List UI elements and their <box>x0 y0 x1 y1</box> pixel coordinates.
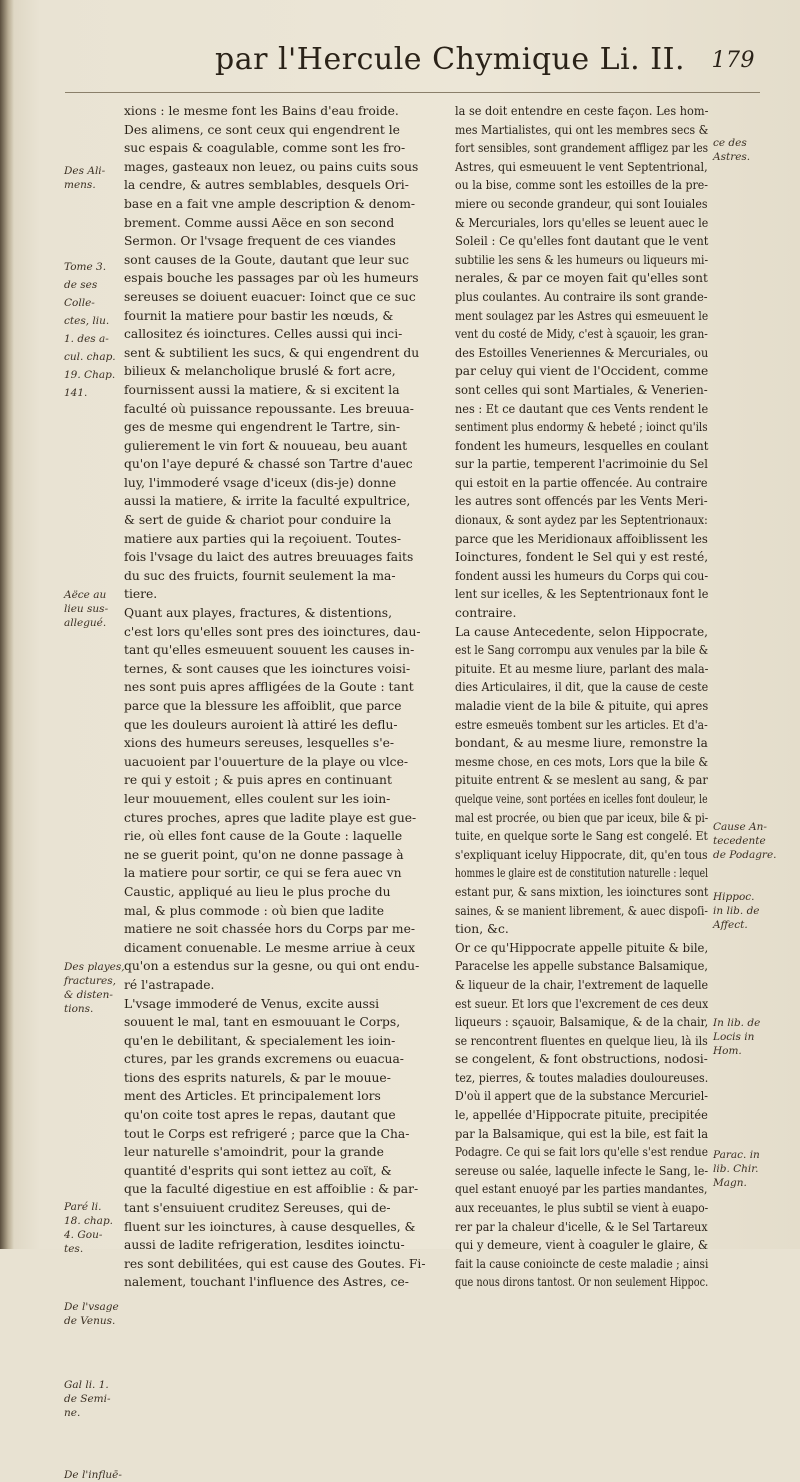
text-line: des Estoilles Veneriennes & Mercuriales, ou <box>455 345 709 360</box>
margin-note: lieu sus- <box>64 603 109 615</box>
text-line: tout le Corps est refrigeré ; parce que la Cha- <box>124 1126 410 1141</box>
margin-note: Parac. in <box>713 1149 760 1161</box>
text-line: quel estant enuoyé par les parties mandantes, <box>455 1182 708 1197</box>
text-line: Sermon. Or l'vsage frequent de ces viandes <box>124 234 396 249</box>
text-line: aussi la matiere, & irrite la faculté expultrice, <box>124 494 411 509</box>
text-line: hommes le glaire est de constitution naturelle : lequel <box>455 866 709 881</box>
text-line: & sert de guide & chariot pour conduire la <box>124 513 392 528</box>
text-line: se rencontrent fluentes en quelque lieu, là ils <box>455 1033 708 1048</box>
margin-note: mens. <box>64 179 96 191</box>
text-line: est sueur. Et lors que l'excrement de ces deux <box>455 996 709 1011</box>
text-line: saines, & se manient librement, & auec dispoſi- <box>455 903 708 918</box>
margin-note: & disten- <box>64 989 113 1001</box>
text-line: Soleil : Ce qu'elles font dautant que le vent <box>455 234 709 249</box>
text-line: Astres, qui esmeuuent le vent Septentrional, <box>455 159 708 174</box>
text-line: ment des Articles. Et principalement lors <box>124 1089 381 1104</box>
text-line: sont celles qui sont Martiales, & Venerien- <box>455 382 708 397</box>
margin-note: Magn. <box>713 1177 747 1189</box>
margin-note: de Venus. <box>64 1315 116 1327</box>
text-line: tions des esprits naturels, & par le mouue- <box>124 1070 391 1085</box>
text-line: rer par la chaleur d'icelle, & le Sel Tartareux <box>455 1219 708 1234</box>
text-line: dies Articulaires, il dit, que la cause de ceste <box>455 680 709 695</box>
text-line: tez, pierres, & toutes maladies douloureuses. <box>455 1070 709 1085</box>
margin-note: Astres. <box>713 151 751 163</box>
main-text-left-column <box>124 102 450 1292</box>
text-line: leur naturelle s'amoindrit, pour la grande <box>124 1145 384 1160</box>
text-line: mesme chose, en ces mots, Lors que la bile & <box>455 754 709 769</box>
page-number: 179 <box>711 48 755 73</box>
text-line: res sont debilitées, qui est cause des Goutes. Fi- <box>124 1256 426 1271</box>
text-line: le, appellée d'Hippocrate pituite, precipitée <box>455 1108 708 1123</box>
text-line: qu'on coite tost apres le repas, dautant que <box>124 1108 396 1123</box>
text-line: mes Martialistes, qui ont les membres secs & <box>455 122 709 137</box>
text-line: nalement, touchant l'influence des Astres, ce- <box>124 1275 409 1290</box>
margin-note: Hom. <box>713 1045 742 1057</box>
text-line: est le Sang corrompu aux venules par la bile & <box>455 643 709 658</box>
margin-note: 18. chap. <box>64 1215 113 1227</box>
text-line: se congelent, & font obstructions, nodosi- <box>455 1052 708 1067</box>
text-line: ré l'astrapade. <box>124 977 215 992</box>
margin-note: de ses <box>64 279 98 291</box>
text-line: qu'en le debilitant, & specialement les ioin- <box>124 1033 396 1048</box>
margin-note: Des Ali- <box>64 165 106 177</box>
margin-note: 4. Gou- <box>64 1229 103 1241</box>
margin-note: tecedente <box>713 835 766 847</box>
text-line: tant qu'elles esmeuuent souuent les causes in- <box>124 643 415 658</box>
text-line: ou la bise, comme sont les estoilles de la pre- <box>455 178 708 193</box>
text-line: fluent sur les ioinctures, à cause desquelles, & <box>124 1219 416 1234</box>
margin-note: de Semi- <box>64 1393 111 1405</box>
running-title: par l'Hercule Chymique Li. II. <box>215 42 685 77</box>
text-line: maladie vient de la bile & pituite, qui apres <box>455 699 709 713</box>
text-line: base en a fait vne ample description & denom- <box>124 196 416 211</box>
text-line: & liqueur de la chair, l'extrement de laquelle <box>455 977 709 992</box>
text-line: tant s'ensuiuent cruditez Sereuses, qui de- <box>124 1201 391 1216</box>
text-line: brement. Comme aussi Aëce en son second <box>124 215 395 230</box>
text-line: quantité d'esprits qui sont iettez au coït, & <box>124 1163 392 1178</box>
text-line: aussi de ladite refrigeration, lesdites ioinctu- <box>124 1238 405 1253</box>
text-line: estant pur, & sans mixtion, les ioinctures sont <box>455 884 709 899</box>
text-line: subtilie les sens & les humeurs ou liqueurs mi- <box>455 252 709 267</box>
text-line: ment soulagez par les Astres qui esmeuuent le <box>455 308 709 323</box>
running-header <box>215 42 755 82</box>
text-line: tiere. <box>124 587 158 602</box>
text-line: que les douleurs auroient là attiré les deflu- <box>124 717 398 732</box>
text-line: xions des humeurs sereuses, lesquelles s'e- <box>124 736 395 751</box>
text-line: fois l'vsage du laict des autres breuuages faits <box>124 550 414 565</box>
text-line: ternes, & sont causes que les ioinctures voisi- <box>124 661 411 676</box>
text-line: callositez és ioinctures. Celles aussi qui inci- <box>124 327 403 342</box>
margin-note: ne. <box>64 1407 81 1419</box>
text-line: Ioinctures, fondent le Sel qui y est resté, <box>455 550 709 565</box>
margin-note: Paré li. <box>64 1201 102 1213</box>
text-line: dicament conuenable. Le mesme arriue à ceux <box>124 940 416 955</box>
text-line: faculté où puissance repoussante. Les breuua- <box>124 401 414 416</box>
text-line: sereuses se doiuent euacuer: Ioinct que ce suc <box>124 289 416 304</box>
text-line: pituite entrent & se meslent au sang, & par <box>455 773 708 788</box>
text-line: fort sensibles, sont grandement affligez par les <box>455 141 709 156</box>
text-line: c'est lors qu'elles sont pres des ioinctures, dau- <box>124 624 421 639</box>
text-line: que nous dirons tantost. Or non seulement Hippoc. <box>455 1275 709 1290</box>
text-line: L'vsage immoderé de Venus, excite aussi <box>124 996 380 1011</box>
text-line: parce que la blessure les affoiblit, que parce <box>124 699 402 713</box>
text-line: & Mercuriales, lors qu'elles se leuent auec le <box>455 215 709 230</box>
text-line: que la faculté digestiue en est affoiblie : & par- <box>124 1182 419 1197</box>
text-line: lent sur icelles, & les Septentrionaux font le <box>455 587 709 602</box>
margin-note: Colle- <box>64 297 95 309</box>
margin-note: Aëce au <box>64 589 107 601</box>
text-line: les autres sont offencés par les Vents Meri- <box>455 494 708 509</box>
text-line: la se doit entendre en ceste façon. Les hom- <box>455 104 709 118</box>
text-line: uacuoient par l'ouuerture de la playe ou vlce- <box>124 754 408 769</box>
text-line: ctures, par les grands excremens ou euacua- <box>124 1052 404 1067</box>
text-line: plus coulantes. Au contraire ils sont grande- <box>455 289 708 304</box>
text-line: qu'on l'aye depuré & chassé son Tartre d'auec <box>124 457 413 472</box>
text-line: fait la cause conioincte de ceste maladie ; ainsi <box>455 1256 709 1271</box>
text-line: leur mouuement, elles coulent sur les ioin- <box>124 791 391 806</box>
text-line: bondant, & au mesme liure, remonstre la <box>455 736 708 751</box>
text-line: vent du costé de Midy, c'est à sçauoir, les gran- <box>455 327 708 342</box>
text-line: estre esmeuës tombent sur les articles. Et d'a- <box>455 717 708 732</box>
margin-note: ce des <box>713 137 747 149</box>
header-rule <box>65 92 760 93</box>
text-line: Podagre. Ce qui se fait lors qu'elle s'est rendue <box>455 1145 708 1160</box>
margin-note: fractures, <box>64 975 116 987</box>
margin-note: In lib. de <box>713 1017 761 1029</box>
text-line: suc espais & coagulable, comme sont les fro- <box>124 141 406 156</box>
text-line: par la Balsamique, qui est la bile, est fait la <box>455 1126 709 1141</box>
text-line: gulierement le vin fort & nouueau, beu auant <box>124 438 408 453</box>
margin-note: cul. chap. <box>64 351 116 363</box>
text-line: fournissent aussi la matiere, & si excitent la <box>124 382 400 397</box>
text-line: rie, où elles font cause de la Goute : laquelle <box>124 829 403 844</box>
text-line: du suc des fruicts, fournit seulement la ma- <box>124 568 396 583</box>
text-line: mal, & plus commode : où bien que ladite <box>124 903 385 918</box>
text-line: luy, l'immoderé vsage d'iceux (dis-je) donne <box>124 475 397 490</box>
text-line: sent & subtilient les sucs, & qui engendrent du <box>124 345 420 360</box>
main-text-right-column <box>455 102 708 1292</box>
margin-note: in lib. de <box>713 905 760 917</box>
text-line: souuent le mal, tant en esmouuant le Corps, <box>124 1015 401 1030</box>
text-line: qu'on a estendus sur la gesne, ou qui ont endu- <box>124 959 420 974</box>
margin-note: tions. <box>64 1003 94 1015</box>
margin-note: lib. Chir. <box>713 1163 759 1175</box>
margin-note: Gal li. 1. <box>64 1379 109 1391</box>
text-line: sur la partie, temperent l'acrimoinie du Sel <box>455 457 708 472</box>
text-line: espais bouche les passages par où les humeurs <box>124 271 419 286</box>
text-line: qui estoit en la partie offencée. Au contraire <box>455 475 708 490</box>
text-line: D'où il appert que de la substance Mercuriel- <box>455 1089 708 1104</box>
text-line: mages, gasteaux non leuez, ou pains cuits sous <box>124 159 419 174</box>
text-line: sereuse ou salée, laquelle infecte le Sang, le- <box>455 1163 709 1178</box>
text-line: aux receuantes, le plus subtil se vient à euapo- <box>455 1201 709 1216</box>
text-line: nes : Et ce dautant que ces Vents rendent le <box>455 401 709 416</box>
text-line: s'expliquant iceluy Hippocrate, dit, qu'en tous <box>455 847 708 862</box>
text-line: tuite, en quelque sorte le Sang est congelé. Et <box>455 829 708 844</box>
text-line: Quant aux playes, fractures, & distentions, <box>124 606 393 621</box>
text-line: tion, &c. <box>455 922 509 937</box>
margin-note: de Podagre. <box>713 849 777 861</box>
text-line: contraire. <box>455 606 517 621</box>
margin-note: Tome 3. <box>64 261 107 273</box>
text-line: Or ce qu'Hippocrate appelle pituite & bile, <box>455 940 709 955</box>
text-line: xions : le mesme font les Bains d'eau froide. <box>124 104 399 118</box>
text-line: par celuy qui vient de l'Occident, comme <box>455 364 709 379</box>
text-line: quelque veine, sont portées en icelles font douleur, le <box>455 791 708 806</box>
margin-note: Des playes, <box>64 961 125 973</box>
text-line: ctures proches, apres que ladite playe est gue- <box>124 810 417 825</box>
text-line: La cause Antecedente, selon Hippocrate, <box>455 624 709 639</box>
margin-note: De l'influē- <box>64 1469 122 1481</box>
margin-note: 1. des a- <box>64 333 109 345</box>
margin-note: Affect. <box>713 919 748 931</box>
margin-note: De l'vsage <box>64 1301 119 1313</box>
text-line: qui y demeure, vient à coaguler le glaire, & <box>455 1238 709 1253</box>
margin-note: 141. <box>64 387 88 399</box>
text-line: matiere aux parties qui la reçoiuent. Toutes- <box>124 531 402 546</box>
text-line: bilieux & melancholique bruslé & fort acre, <box>124 364 396 379</box>
margin-note: Locis in <box>713 1031 755 1043</box>
text-line: nerales, & par ce moyen fait qu'elles sont <box>455 271 708 286</box>
text-line: Caustic, appliqué au lieu le plus proche du <box>124 884 391 899</box>
text-line: ges de mesme qui engendrent le Tartre, sin- <box>124 420 401 435</box>
margin-note: ctes, liu. <box>64 315 110 327</box>
text-line: sentiment plus endormy & hebeté ; ioinct qu'ils <box>455 420 708 435</box>
text-line: pituite. Et au mesme liure, parlant des mala- <box>455 661 709 676</box>
binding-shadow <box>0 0 14 1249</box>
text-line: sont causes de la Goute, dautant que leur suc <box>124 252 410 267</box>
text-line: liqueurs : sçauoir, Balsamique, & de la chair, <box>455 1015 709 1030</box>
margin-note: 19. Chap. <box>64 369 116 381</box>
text-line: re qui y estoit ; & puis apres en continuant <box>124 773 392 788</box>
text-line: dionaux, & sont aydez par les Septentrionaux: <box>455 513 708 528</box>
text-line: fondent les humeurs, lesquelles en coulant <box>455 438 709 453</box>
text-line: nes sont puis apres affligées de la Goute : tant <box>124 680 414 695</box>
text-line: la matiere pour sortir, ce qui se fera auec vn <box>124 866 402 881</box>
margin-note: tes. <box>64 1243 84 1255</box>
text-line: Des alimens, ce sont ceux qui engendrent le <box>124 122 400 137</box>
margin-note: Cause An- <box>713 821 767 833</box>
text-line: Paracelse les appelle substance Balsamique, <box>455 959 708 974</box>
text-line: parce que les Meridionaux affoiblissent les <box>455 531 708 546</box>
text-line: miere ou seconde grandeur, qui sont Iouiales <box>455 196 708 211</box>
text-line: la cendre, & autres semblables, desquels Ori- <box>124 178 409 193</box>
text-line: mal est procrée, ou bien que par iceux, bile & pi- <box>455 810 709 825</box>
text-line: ne se guerit point, qu'on ne donne passage à <box>124 847 404 862</box>
text-line: fournit la matiere pour bastir les nœuds, & <box>124 308 394 323</box>
margin-note: allegué. <box>64 617 107 629</box>
text-line: fondent aussi les humeurs du Corps qui cou- <box>455 568 709 583</box>
margin-note: Hippoc. <box>713 891 755 903</box>
text-line: matiere ne soit chassée hors du Corps par me- <box>124 922 416 937</box>
